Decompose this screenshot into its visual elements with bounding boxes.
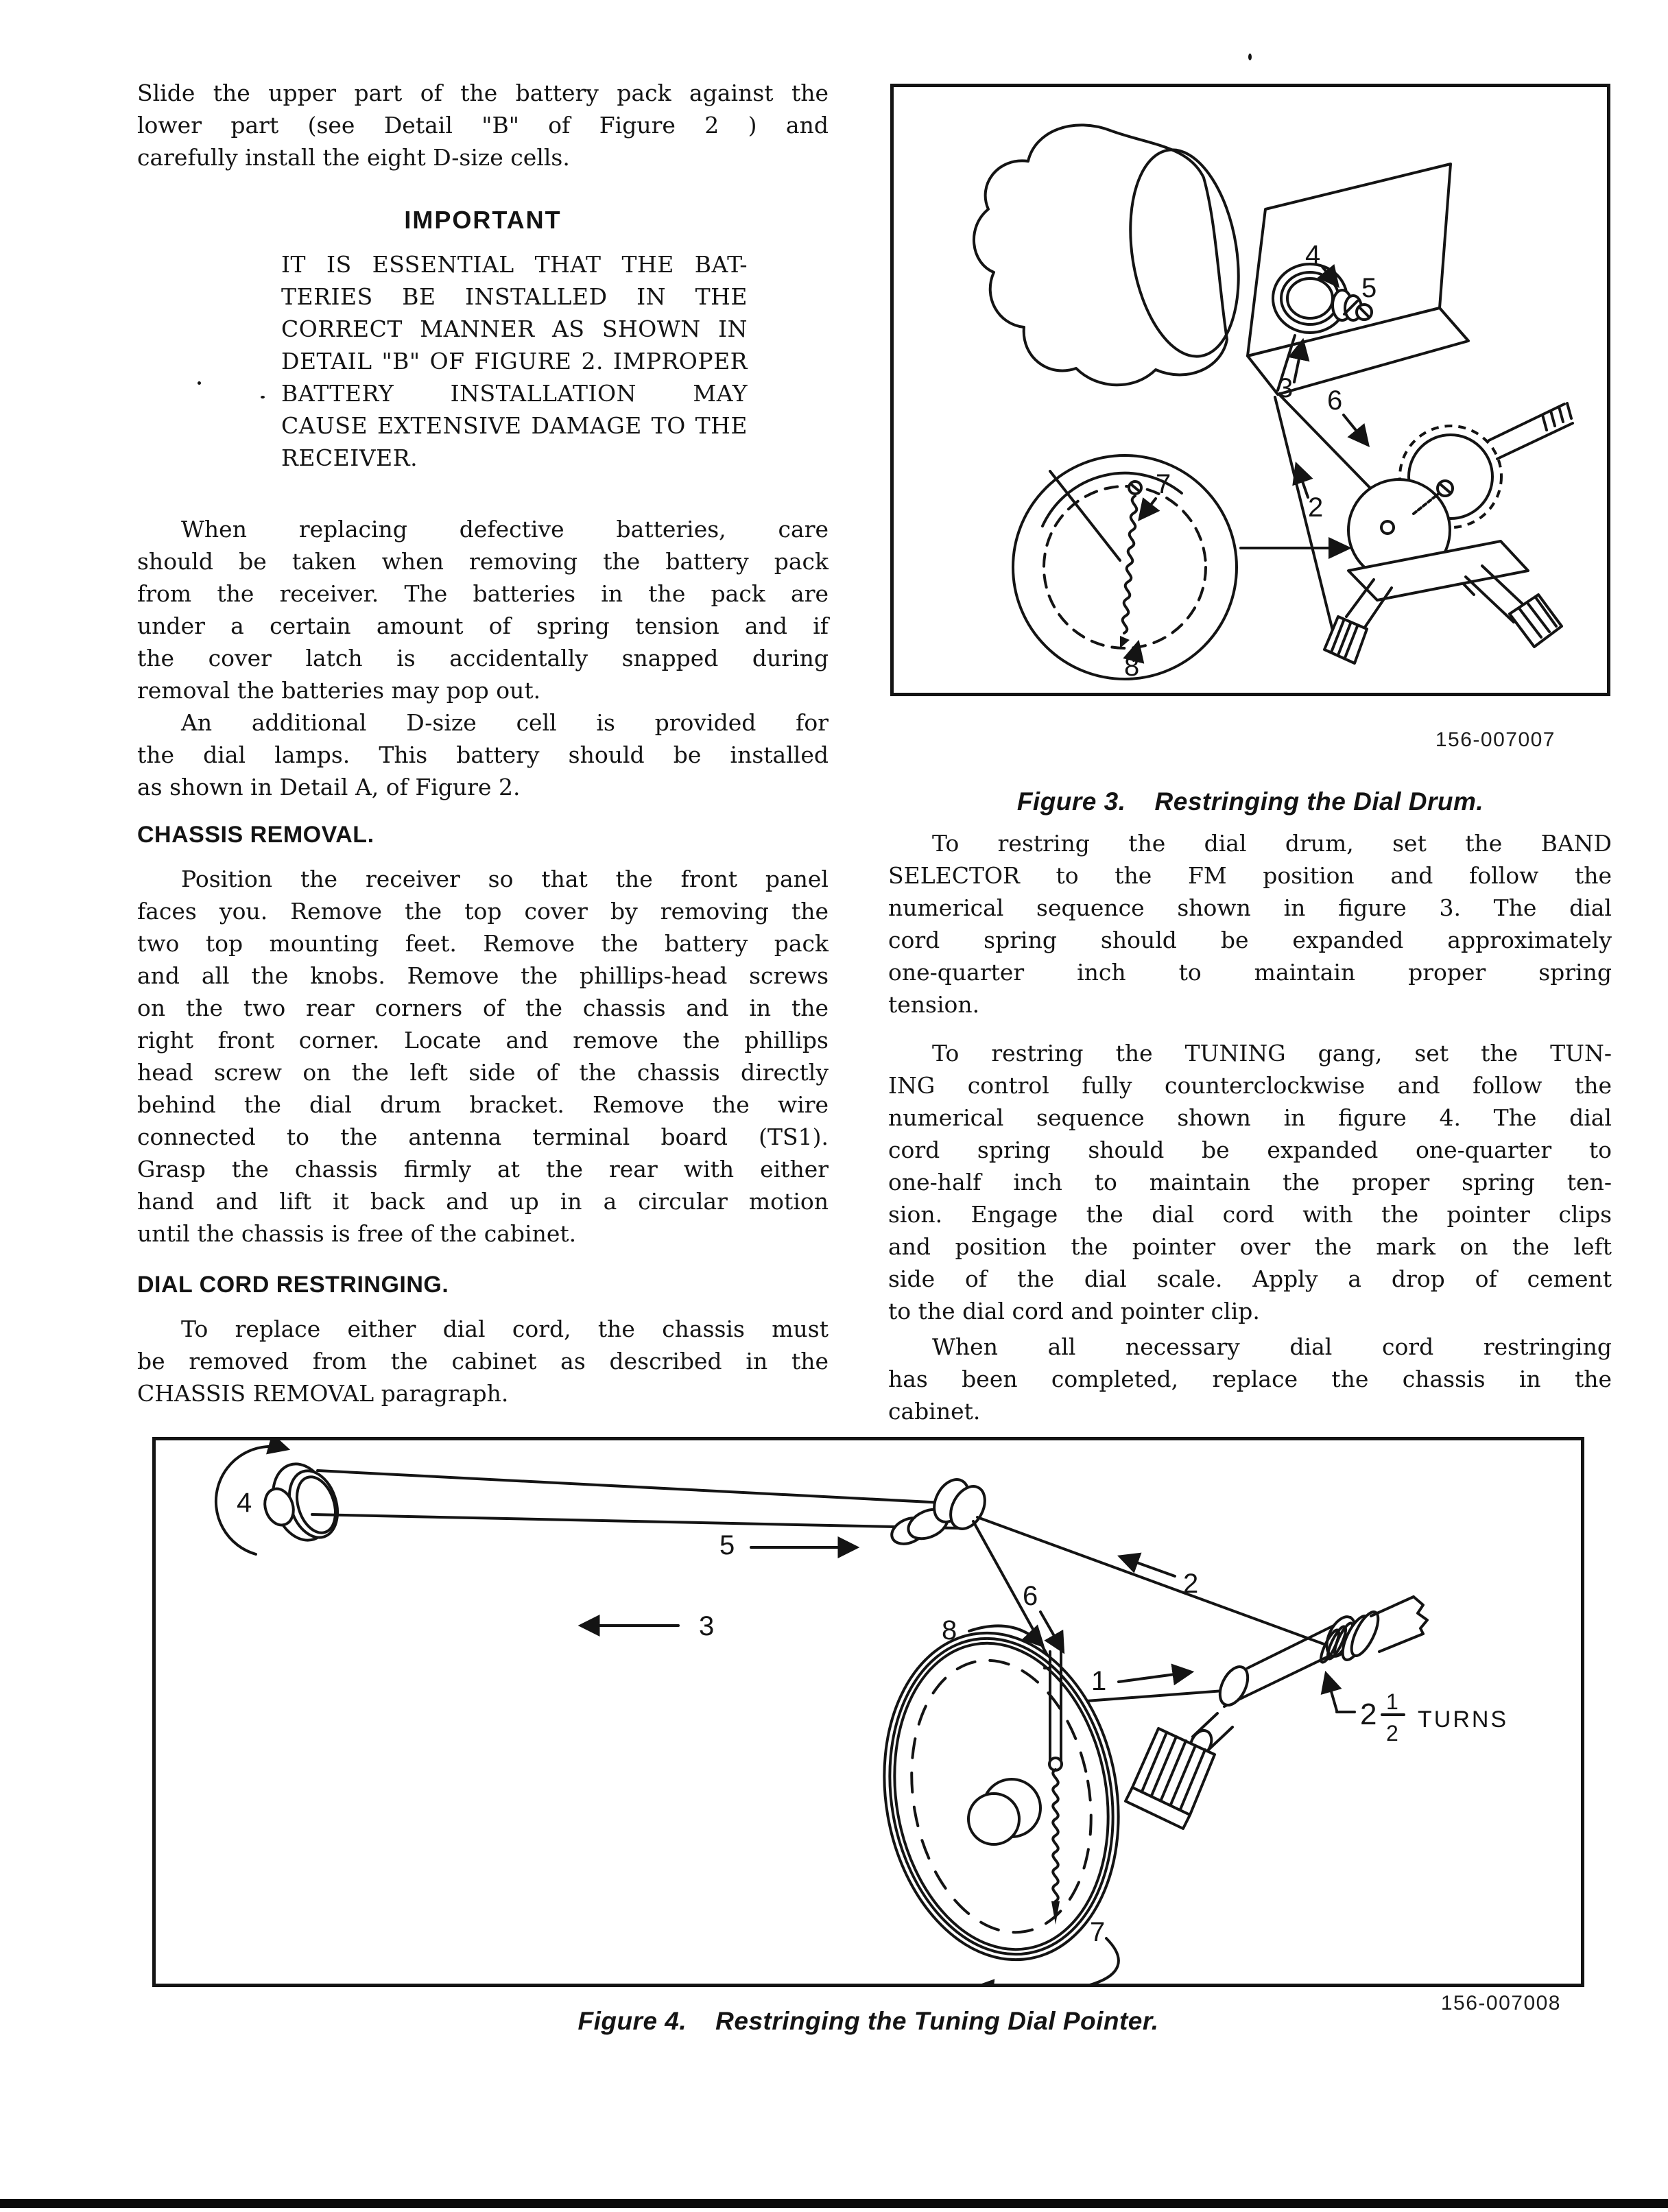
important-warning-block	[281, 248, 748, 474]
text-line: until the chassis is free of the cabinet.	[137, 1220, 577, 1247]
callout-5: 5	[719, 1530, 735, 1560]
figure-4-caption-number: Figure 4.	[577, 2007, 687, 2035]
text-line: and all the knobs. Remove the phillips-head screws	[137, 962, 829, 989]
paragraph-replace-dial-cord	[137, 1313, 829, 1410]
callout-6: 6	[1023, 1581, 1038, 1611]
callout-8: 8	[1124, 652, 1140, 682]
text-line: To replace either dial cord, the chassis must	[181, 1316, 829, 1342]
text-line: two top mounting feet. Remove the battery pack	[137, 930, 829, 957]
dial-cord	[1275, 397, 1333, 630]
text-line: cabinet.	[888, 1398, 981, 1425]
text-line: DETAIL "B" OF FIGURE 2. IMPROPER	[281, 348, 748, 374]
turns-fraction-denominator: 2	[1386, 1721, 1398, 1746]
tuning-dial-pointer-illustration	[156, 1440, 1581, 1984]
turns-whole-number: 2	[1360, 1698, 1377, 1731]
text-line: When replacing defective batteries, care	[181, 516, 829, 543]
text-line: faces you. Remove the top cover by removing the	[137, 898, 829, 925]
text-line: IT IS ESSENTIAL THAT THE BAT-	[281, 251, 748, 278]
paragraph-restring-tuning-gang	[888, 1037, 1612, 1327]
dial-cord-upper	[318, 1471, 957, 1503]
text-line: numerical sequence shown in figure 4. The dial	[888, 1104, 1612, 1131]
text-line: behind the dial drum bracket. Remove the wire	[137, 1091, 829, 1118]
text-line: be removed from the cabinet as described in the	[137, 1348, 829, 1375]
text-line: ING control fully counterclockwise and follow the	[888, 1072, 1612, 1099]
text-line: removal the batteries may pop out.	[137, 677, 541, 704]
text-line: right front corner. Locate and remove the phillips	[137, 1027, 829, 1054]
gear-shaft	[1497, 423, 1573, 459]
callout-7: 7	[1156, 469, 1171, 499]
text-line: should be taken when removing the battery pack	[137, 548, 829, 575]
text-line: head screw on the left side of the chassis directly	[137, 1059, 829, 1086]
callout-1: 1	[1091, 1666, 1107, 1696]
figure-3-caption-number: Figure 3.	[1016, 787, 1126, 816]
scan-speck	[1248, 53, 1252, 60]
paragraph-chassis-removal	[137, 863, 829, 1250]
text-line: and position the pointer over the mark on the left	[888, 1233, 1612, 1260]
callout-8: 8	[942, 1615, 957, 1645]
text-line: carefully install the eight D-size cells.	[137, 144, 570, 171]
text-line: TERIES BE INSTALLED IN THE	[281, 283, 748, 310]
scan-speck	[261, 396, 265, 399]
torn-shaft-end	[1414, 1597, 1427, 1634]
text-line: as shown in Detail A, of Figure 2.	[137, 774, 521, 800]
text-line: CORRECT MANNER AS SHOWN IN	[281, 316, 748, 342]
callout-2: 2	[1183, 1569, 1199, 1599]
text-line: from the receiver. The batteries in the pack are	[137, 580, 829, 607]
callout-3: 3	[1278, 373, 1294, 403]
scan-speck	[198, 381, 201, 385]
text-line: one-half inch to maintain the proper spring ten-	[888, 1169, 1612, 1196]
turns-word: TURNS	[1418, 1706, 1509, 1733]
text-line: side of the dial scale. Apply a drop of cement	[888, 1265, 1612, 1292]
text-line: cord spring should be expanded one-quarter to	[888, 1137, 1612, 1163]
text-line: Position the receiver so that the front panel	[181, 866, 829, 892]
front-shaft	[1346, 580, 1374, 617]
paragraph-replace-chassis	[888, 1331, 1612, 1427]
text-line: lower part (see Detail "B" of Figure 2 ) and	[137, 112, 829, 139]
text-line: numerical sequence shown in figure 3. The dial	[888, 894, 1612, 921]
text-line: Slide the upper part of the battery pack against the	[137, 80, 829, 106]
callout-6-arrow	[1344, 415, 1367, 444]
scan-edge-bar	[0, 2199, 1668, 2208]
paragraph-replacing-batteries	[137, 513, 829, 706]
turns-arrow	[1326, 1675, 1337, 1711]
dial-drum-illustration	[894, 87, 1607, 693]
callout-2: 2	[1308, 492, 1324, 523]
chassis-outline	[974, 125, 1227, 385]
text-line: RECEIVER.	[281, 444, 418, 471]
text-line: has been completed, replace the chassis in the	[888, 1366, 1612, 1392]
text-line: SELECTOR to the FM position and follow the	[888, 862, 1612, 889]
text-line: hand and lift it back and up in a circular motion	[137, 1188, 829, 1215]
paragraph-battery-pack	[137, 77, 829, 174]
figure-4-photo-id: 156-007008	[1440, 1992, 1561, 2014]
wheel-hub-front	[968, 1794, 1019, 1844]
text-line: An additional D-size cell is provided for	[181, 709, 829, 736]
text-line: tension.	[888, 991, 980, 1018]
text-line: connected to the antenna terminal board (TS1).	[137, 1123, 829, 1150]
figure-3-caption-title: Restringing the Dial Drum.	[1154, 787, 1484, 816]
rear-shaft	[1379, 1634, 1423, 1652]
text-line: BATTERY INSTALLATION MAY	[281, 380, 748, 407]
inset-detail-circle	[1013, 455, 1237, 679]
paragraph-additional-cell	[137, 706, 829, 803]
figure-3-box	[890, 84, 1610, 696]
figure-3-photo-id: 156-007007	[1435, 728, 1556, 751]
text-line: Grasp the chassis firmly at the rear with either	[137, 1156, 829, 1182]
callout-4: 4	[237, 1488, 252, 1518]
callout-7: 7	[1090, 1917, 1106, 1947]
text-line: on the two rear corners of the chassis and in the	[137, 995, 829, 1021]
rear-shaft	[1371, 1597, 1414, 1616]
lower-shaft	[1466, 577, 1514, 622]
figure-4-box	[152, 1437, 1584, 1987]
figure-4-caption	[152, 2007, 1584, 2036]
text-line: the dial lamps. This battery should be installed	[137, 741, 829, 768]
text-line: the cover latch is accidentally snapped during	[137, 645, 829, 671]
text-line: under a certain amount of spring tension and if	[137, 613, 829, 639]
dial-cord-lower	[312, 1514, 960, 1528]
callout-6-arrow	[1040, 1612, 1062, 1650]
callout-1-arrow	[1119, 1672, 1190, 1682]
drum-housing-outline	[1117, 142, 1252, 364]
figure-4-caption-title: Restringing the Tuning Dial Pointer.	[715, 2007, 1159, 2035]
callout-4: 4	[1305, 240, 1321, 270]
paragraph-restring-dial-drum	[888, 827, 1612, 1021]
text-line: When all necessary dial cord restringing	[932, 1333, 1612, 1360]
callout-3: 3	[699, 1611, 715, 1641]
dial-cord-heading: DIAL CORD RESTRINGING.	[137, 1272, 449, 1298]
text-line: one-quarter inch to maintain proper spring	[888, 959, 1612, 986]
important-heading: IMPORTANT	[404, 206, 562, 234]
text-line: CHASSIS REMOVAL paragraph.	[137, 1380, 509, 1407]
text-line: CAUSE EXTENSIVE DAMAGE TO THE	[281, 412, 748, 439]
turns-fraction-numerator: 1	[1386, 1689, 1398, 1714]
text-line: To restring the dial drum, set the BAND	[932, 830, 1612, 857]
figure-3-caption	[890, 787, 1610, 816]
text-line: sion. Engage the dial cord with the pointer clips	[888, 1201, 1612, 1228]
callout-6: 6	[1327, 385, 1343, 416]
text-line: To restring the TUNING gang, set the TUN-	[932, 1040, 1612, 1067]
chassis-removal-heading: CHASSIS REMOVAL.	[137, 822, 374, 848]
text-line: to the dial cord and pointer clip.	[888, 1298, 1260, 1324]
callout-5: 5	[1361, 273, 1377, 303]
text-line: cord spring should be expanded approximately	[888, 927, 1612, 953]
